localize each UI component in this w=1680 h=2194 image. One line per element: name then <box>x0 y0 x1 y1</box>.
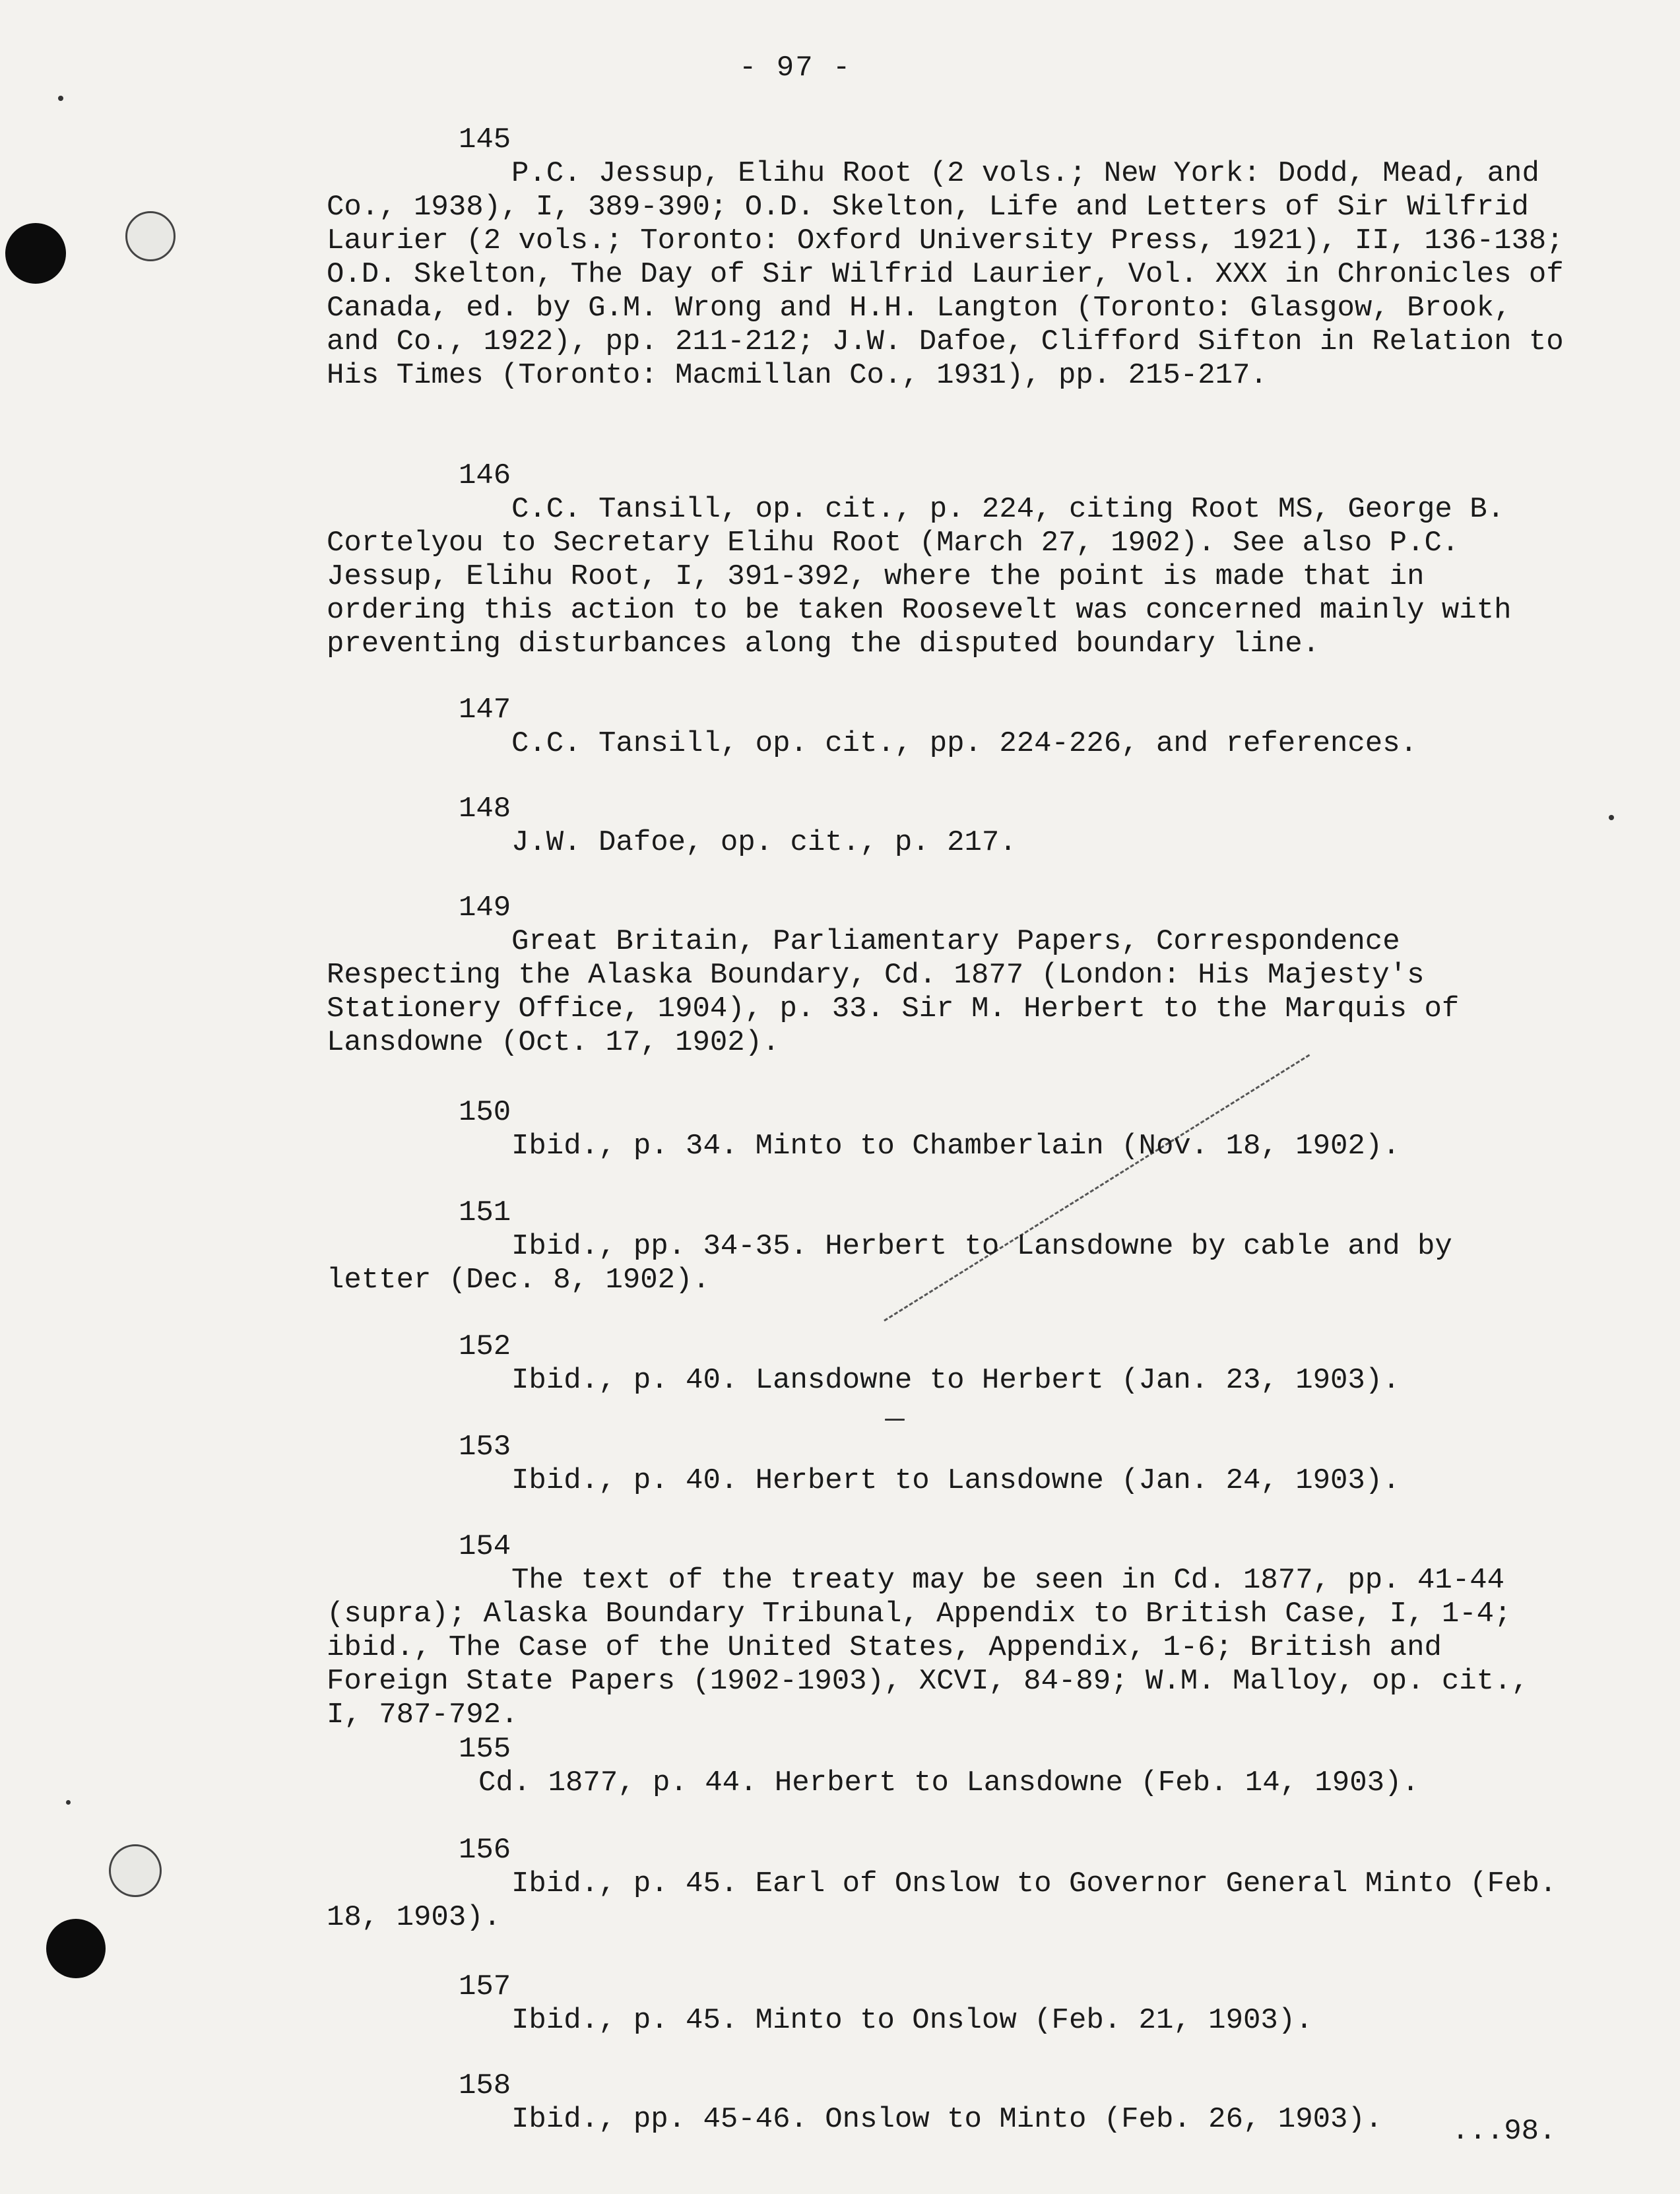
footnote-text: P.C. Jessup, Elihu Root (2 vols.; New York: Dodd, Mead, and Co., 1938), I, 389-390; O.D. Skelton, Life and Letters of Sir Wilfrid Laurier (2 vols.; Toronto: Oxford University Press, 1921), II, 136-138; O.D. Skelton, The Day of Sir Wilfrid Laurier, Vol. XXX in Chronicles of Canada, ed. by G.M. Wrong and H.H. Langton (Toronto: Glasgow, Brook, and Co., 1922), pp. 211-212; J.W. Dafoe, Clifford Sifton in Relation to His Times (Toronto: Macmillan Co., 1931), pp. 215-217. <box>327 157 1564 392</box>
footnote-number: 147 <box>459 694 511 726</box>
footnote-number: 153 <box>459 1431 511 1464</box>
footnote-text: The text of the treaty may be seen in Cd. 1877, pp. 41-44 (supra); Alaska Boundary Tribunal, Appendix to British Case, I, 1-4; ibid., The Case of the United States, Appendix, 1-6; British and Foreign State Papers (1902-1903), XCVI, 84-89; W.M. Malloy, op. cit., I, 787-792. <box>327 1564 1529 1731</box>
footnote-number: 149 <box>459 891 511 924</box>
footnote-number: 157 <box>459 1970 511 2003</box>
footnote-number: 155 <box>459 1733 511 1766</box>
binder-hole-top <box>5 223 66 284</box>
footnote-number: 154 <box>459 1530 511 1563</box>
footnote-text: Ibid., p. 40. Lansdowne to Herbert (Jan. 23, 1903). <box>511 1364 1400 1397</box>
footnote-text: C.C. Tansill, op. cit., pp. 224-226, and references. <box>511 727 1418 760</box>
footnote-number: 156 <box>459 1834 511 1867</box>
footnote-text: Ibid., p. 34. Minto to Chamberlain (Nov. 18, 1902). <box>511 1130 1400 1163</box>
page-number: - 97 - <box>739 51 852 84</box>
footnote-text: Cd. 1877, p. 44. Herbert to Lansdowne (Feb. 14, 1903). <box>478 1766 1419 1799</box>
footnote-number: 158 <box>459 2069 511 2102</box>
scan-speck <box>1609 815 1614 820</box>
footnote-text: C.C. Tansill, op. cit., p. 224, citing Root MS, George B. Cortelyou to Secretary Elihu Root (March 27, 1902). See also P.C. Jessup, Elihu Root, I, 391-392, where the point is made that in ordering this action to be taken Roosevelt was concerned mainly with preventing disturbances along the disputed boundary line. <box>327 493 1512 661</box>
scan-speck <box>58 96 63 101</box>
footnote-number: 151 <box>459 1196 511 1229</box>
footnote-text: Ibid., pp. 45-46. Onslow to Minto (Feb. 26, 1903). <box>511 2103 1383 2136</box>
footnote-number: 146 <box>459 459 511 492</box>
footnote-text: J.W. Dafoe, op. cit., p. 217. <box>511 826 1017 859</box>
footnote-text: Ibid., p. 40. Herbert to Lansdowne (Jan. 24, 1903). <box>511 1464 1400 1497</box>
scan-speck <box>885 1419 905 1421</box>
footnote-text: Ibid., pp. 34-35. Herbert to Lansdowne by cable and by letter (Dec. 8, 1902). <box>327 1230 1452 1297</box>
footnote-number: 145 <box>459 123 511 156</box>
footnote-text: Ibid., p. 45. Minto to Onslow (Feb. 21, 1903). <box>511 2004 1313 2037</box>
scan-speck <box>66 1800 71 1805</box>
footnote-number: 148 <box>459 792 511 825</box>
binder-hole-bottom <box>46 1919 106 1978</box>
footnote-text: Ibid., p. 45. Earl of Onslow to Governor General Minto (Feb. 18, 1903). <box>327 1867 1557 1934</box>
footnote-text: Great Britain, Parliamentary Papers, Correspondence Respecting the Alaska Boundary, Cd. 1877 (London: His Majesty's Stationery Office, 1904), p. 33. Sir M. Herbert to the Marquis of Lansdowne (Oct. 17, 1902). <box>327 925 1460 1059</box>
binder-hole-outline-top <box>125 211 176 261</box>
footnote-number: 150 <box>459 1096 511 1129</box>
binder-hole-outline-bottom <box>109 1844 162 1897</box>
footnote-number: 152 <box>459 1330 511 1363</box>
continued-marker: ...98. <box>1452 2115 1557 2148</box>
